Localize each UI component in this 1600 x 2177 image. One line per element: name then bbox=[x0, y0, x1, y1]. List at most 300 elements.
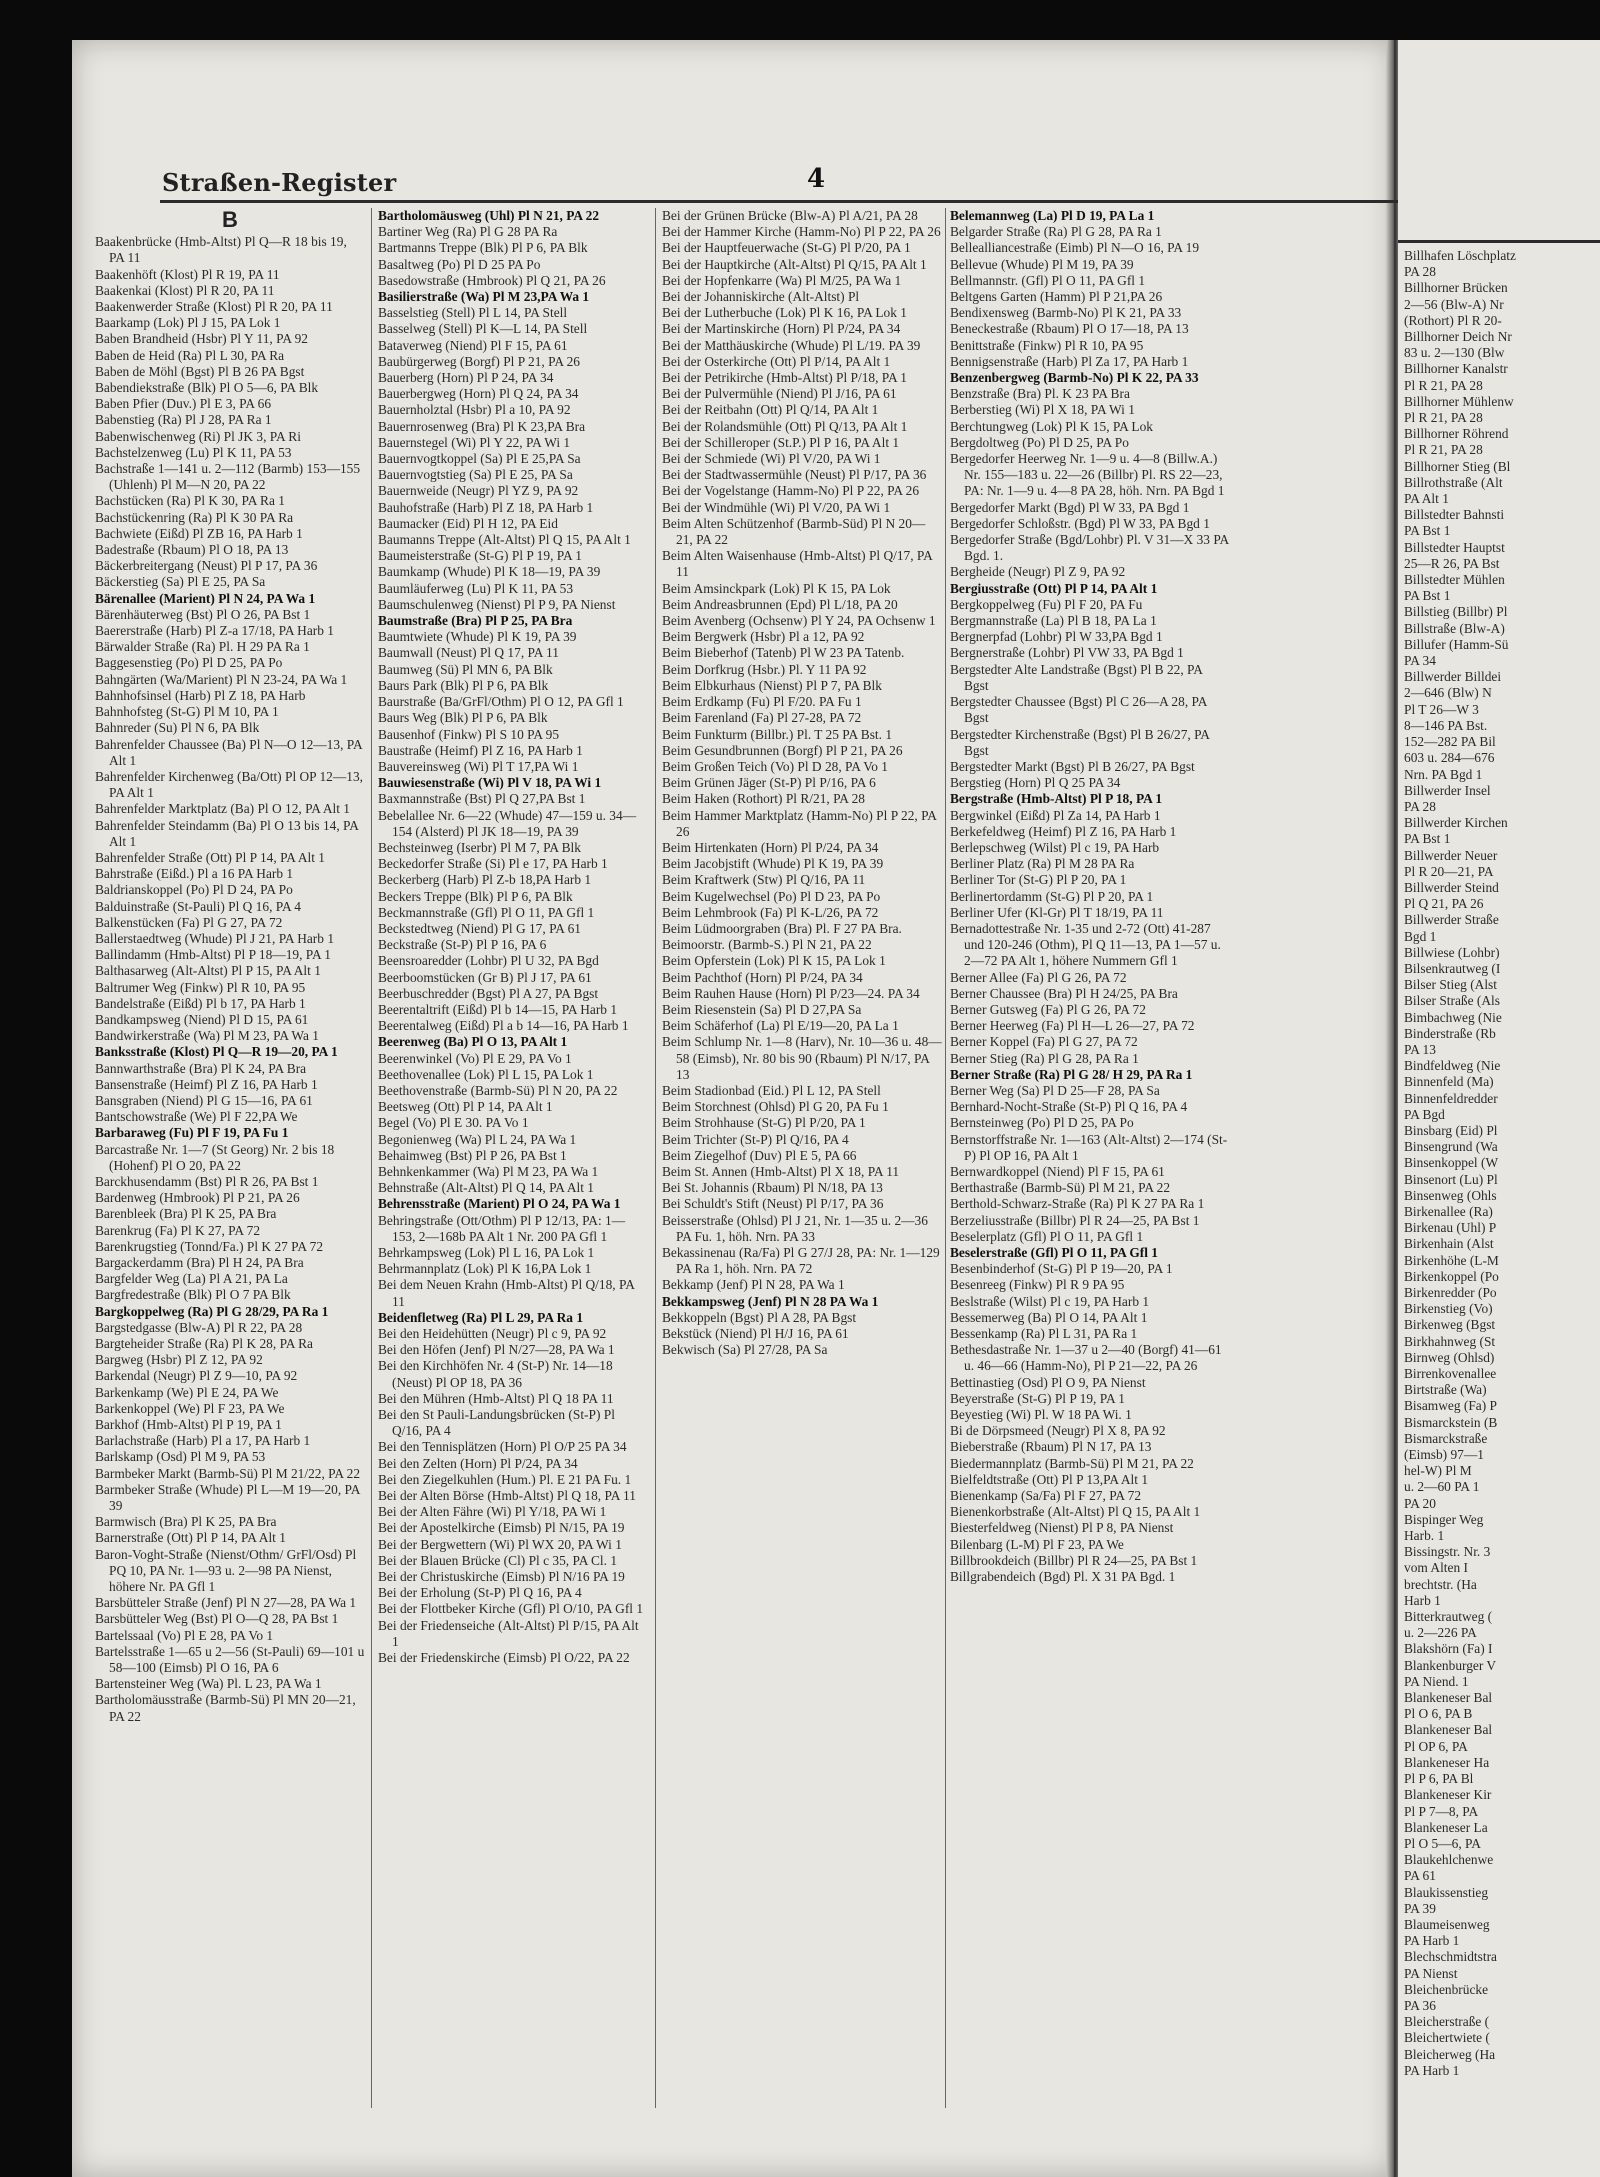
street-entry: Bei der Matthäuskirche (Whude) Pl L/19. PA 39 bbox=[662, 337, 921, 353]
street-entry: Beim Lehmbrook (Fa) Pl K-L/26, PA 72 bbox=[662, 904, 879, 920]
street-entry: Begonienweg (Wa) Pl L 24, PA Wa 1 bbox=[378, 1131, 577, 1147]
street-entry: Blaukehlchenwe bbox=[1404, 1852, 1494, 1868]
street-entry: Billwerder Billdei bbox=[1404, 669, 1502, 685]
street-entry: Beim Rauhen Hause (Horn) Pl P/23—24. PA 34 bbox=[662, 985, 920, 1001]
street-entry: Bergiusstraße (Ott) Pl P 14, PA Alt 1 bbox=[950, 580, 1158, 596]
street-entry: Baumschulenweg (Nienst) Pl P 9, PA Nienst bbox=[378, 596, 616, 612]
street-entry: Baumstraße (Bra) Pl P 25, PA Bra bbox=[378, 613, 573, 629]
street-entry: Baubürgerweg (Borgf) Pl P 21, PA 26 bbox=[378, 353, 580, 369]
street-entry: 603 u. 284—676 bbox=[1404, 750, 1495, 766]
street-entry: Bahrenfelder Straße (Ott) Pl P 14, PA Alt 1 bbox=[95, 849, 325, 865]
street-entry: Behrensstraße (Marient) Pl O 24, PA Wa 1 bbox=[378, 1196, 621, 1212]
street-entry: Bellealliancestraße (Eimb) Pl N—O 16, PA 19 bbox=[950, 240, 1200, 256]
street-entry: Blankeneser Kir bbox=[1404, 1787, 1492, 1803]
street-entry: Bekkamp (Jenf) Pl N 28, PA Wa 1 bbox=[662, 1277, 845, 1293]
street-entry: Billrothstraße (Alt bbox=[1404, 474, 1503, 490]
street-entry: Binsenweg (Ohls bbox=[1404, 1187, 1497, 1203]
street-entry: Barbaraweg (Fu) Pl F 19, PA Fu 1 bbox=[95, 1125, 289, 1141]
street-entry: Bergheide (Neugr) Pl Z 9, PA 92 bbox=[950, 564, 1126, 580]
street-entry: Bei St. Johannis (Rbaum) Pl N/18, PA 13 bbox=[662, 1180, 883, 1196]
street-entry: Bechsteinweg (Iserbr) Pl M 7, PA Blk bbox=[378, 839, 581, 855]
street-entry: Bekkoppeln (Bgst) Pl A 28, PA Bgst bbox=[662, 1309, 857, 1325]
street-entry: Beim Großen Teich (Vo) Pl D 28, PA Vo 1 bbox=[662, 758, 888, 774]
street-entry: 2—56 (Blw-A) Nr bbox=[1404, 296, 1504, 312]
street-entry: Bergdoltweg (Po) Pl D 25, PA Po bbox=[950, 434, 1129, 450]
street-entry: Bei der Erholung (St-P) Pl Q 16, PA 4 bbox=[378, 1585, 582, 1601]
street-entry: Bei der Hauptfeuerwache (St-G) Pl P/20, PA 1 bbox=[662, 240, 911, 256]
street-entry: Beim Andreasbrunnen (Epd) Pl L/18, PA 20 bbox=[662, 596, 898, 612]
street-entry: Bleichertwiete ( bbox=[1404, 2030, 1490, 2046]
street-entry: Basedowstraße (Hmbrook) Pl Q 21, PA 26 bbox=[378, 272, 606, 288]
street-entry: Bei der Hauptkirche (Alt-Altst) Pl Q/15, PA Alt 1 bbox=[662, 256, 927, 272]
street-entry: Bilsenkrautweg (I bbox=[1404, 960, 1501, 976]
street-entry: Bauvereinsweg (Wi) Pl T 17,PA Wi 1 bbox=[378, 758, 579, 774]
street-entry: PA Bst 1 bbox=[1404, 523, 1451, 539]
street-entry: Baumtwiete (Whude) Pl K 19, PA 39 bbox=[378, 629, 577, 645]
column-1 bbox=[95, 208, 365, 2108]
street-entry: Bisamweg (Fa) P bbox=[1404, 1398, 1497, 1414]
street-entry: Bei der Alten Fähre (Wi) Pl Y/18, PA Wi 1 bbox=[378, 1504, 607, 1520]
street-entry: Beselerstraße (Gfl) Pl O 11, PA Gfl 1 bbox=[950, 1245, 1159, 1260]
street-entry: Bei Schuldt's Stift (Neust) Pl P/17, PA 36 bbox=[662, 1196, 884, 1212]
street-entry: Baakenbrücke (Hmb-Altst) Pl Q—R 18 bis 19, PA 11 bbox=[95, 234, 347, 266]
street-entry: Birkhahnweg (St bbox=[1404, 1333, 1496, 1349]
street-entry: Bergedorfer Heerweg Nr. 1—9 u. 4—8 (Billw.A.) Nr. 155—183 u. 22—26 (Billbr) Pl. RS 22—23, PA: Nr. 1—9 u. 4—8 PA 28, höh. Nrn. PA Bgd 1 bbox=[950, 451, 1225, 499]
street-entry: Beim Amsinckpark (Lok) Pl K 15, PA Lok bbox=[662, 580, 891, 596]
street-entry: PA 13 bbox=[1404, 1041, 1436, 1057]
street-entry: Beim Grünen Jäger (St-P) Pl P/16, PA 6 bbox=[662, 775, 876, 791]
street-entry: Berlinertordamm (St-G) Pl P 20, PA 1 bbox=[950, 888, 1154, 904]
street-entry: Bgd 1 bbox=[1404, 928, 1437, 944]
street-entry: Bimbachweg (Nie bbox=[1404, 1009, 1502, 1025]
street-entry: Beckedorfer Straße (Si) Pl e 17, PA Harb 1 bbox=[378, 856, 608, 872]
street-entry: Bandelstraße (Eißd) Pl b 17, PA Harb 1 bbox=[95, 995, 306, 1011]
street-entry: Bekkampsweg (Jenf) Pl N 28 PA Wa 1 bbox=[662, 1293, 879, 1309]
street-entry: Baumkamp (Whude) Pl K 18—19, PA 39 bbox=[378, 564, 601, 580]
street-entry: Baben de Möhl (Bgst) Pl B 26 PA Bgst bbox=[95, 363, 305, 379]
street-entry: Berner Koppel (Fa) Pl G 27, PA 72 bbox=[950, 1034, 1138, 1050]
street-entry: Baumeisterstraße (St-G) Pl P 19, PA 1 bbox=[378, 548, 582, 564]
street-entry: Badestraße (Rbaum) Pl O 18, PA 13 bbox=[95, 542, 289, 558]
street-entry: Beim Bergwerk (Hsbr) Pl a 12, PA 92 bbox=[662, 629, 865, 645]
street-entry: Bei der Schmiede (Wi) Pl V/20, PA Wi 1 bbox=[662, 451, 881, 467]
street-entry: Bauernstegel (Wi) Pl Y 22, PA Wi 1 bbox=[378, 434, 571, 450]
street-entry: Birkenstieg (Vo) bbox=[1404, 1301, 1493, 1317]
street-entry: Barkendal (Neugr) Pl Z 9—10, PA 92 bbox=[95, 1368, 298, 1384]
street-entry: Beim Jacobjstift (Whude) Pl K 19, PA 39 bbox=[662, 856, 884, 872]
street-entry: Behaimweg (Bst) Pl P 26, PA Bst 1 bbox=[378, 1147, 567, 1163]
street-entry: Bielfeldtstraße (Ott) Pl P 13,PA Alt 1 bbox=[950, 1471, 1149, 1487]
street-entry: Beim Elbkurhaus (Nienst) Pl P 7, PA Blk bbox=[662, 677, 882, 693]
street-entry: brechtstr. (Ha bbox=[1404, 1576, 1477, 1592]
street-entry: Bei der Alten Börse (Hmb-Altst) Pl Q 18, PA 11 bbox=[378, 1488, 636, 1504]
street-entry: Bausenhof (Finkw) Pl S 10 PA 95 bbox=[378, 726, 560, 742]
street-entry: Bei den Mühren (Hmb-Altst) Pl Q 18 PA 11 bbox=[378, 1390, 614, 1406]
street-entry: Bei der Reitbahn (Ott) Pl Q/14, PA Alt 1 bbox=[662, 402, 879, 418]
street-entry: Babenwischenweg (Ri) Pl JK 3, PA Ri bbox=[95, 428, 301, 444]
street-entry: Bei den Heidehütten (Neugr) Pl c 9, PA 92 bbox=[378, 1326, 607, 1342]
street-entry: PA Bgd bbox=[1404, 1106, 1445, 1122]
street-entry: Billstedter Mühlen bbox=[1404, 572, 1505, 588]
street-entry: Bessemerweg (Ba) Pl O 14, PA Alt 1 bbox=[950, 1309, 1148, 1325]
street-entry: Bergedorfer Straße (Bgd/Lohbr) Pl. V 31—X 33 PA Bgd. 1. bbox=[950, 532, 1229, 564]
street-entry: Birkenallee (Ra) bbox=[1404, 1203, 1493, 1219]
street-entry: Bellmannstr. (Gfl) Pl O 11, PA Gfl 1 bbox=[950, 272, 1146, 288]
street-entry: Basaltweg (Po) Pl D 25 PA Po bbox=[378, 256, 541, 272]
street-entry: Beim Pachthof (Horn) Pl P/24, PA 34 bbox=[662, 969, 863, 985]
street-entry: Bismarckstraße bbox=[1404, 1430, 1488, 1446]
street-entry: Berner Stieg (Ra) Pl G 28, PA Ra 1 bbox=[950, 1050, 1139, 1066]
street-entry: Baakenwerder Straße (Klost) Pl R 20, PA 11 bbox=[95, 299, 333, 315]
street-entry: Berner Straße (Ra) Pl G 28/ H 29, PA Ra 1 bbox=[950, 1066, 1193, 1082]
street-entry: Billwerder Neuer bbox=[1404, 847, 1498, 863]
street-entry: Bahrenfelder Steindamm (Ba) Pl O 13 bis 14, PA Alt 1 bbox=[95, 817, 359, 849]
street-entry: Bei der Schilleroper (St.P.) Pl P 16, PA Alt 1 bbox=[662, 434, 900, 450]
street-entry: Binsbarg (Eid) Pl bbox=[1404, 1122, 1498, 1138]
street-entry: Berzeliusstraße (Billbr) Pl R 24—25, PA Bst 1 bbox=[950, 1212, 1200, 1228]
street-entry: Bahrstraße (Eißd.) Pl a 16 PA Harb 1 bbox=[95, 866, 294, 882]
street-entry: Baumacker (Eid) Pl H 12, PA Eid bbox=[378, 515, 558, 531]
street-entry: Bi de Dörpsmeed (Neugr) Pl X 8, PA 92 bbox=[950, 1423, 1166, 1439]
street-entry: Bienenkorbstraße (Alt-Altst) Pl Q 15, PA Alt 1 bbox=[950, 1504, 1201, 1520]
street-entry: Pl P 6, PA Bl bbox=[1404, 1771, 1474, 1787]
street-entry: Bleicherstraße ( bbox=[1404, 2014, 1490, 2030]
street-entry: Bei der Petrikirche (Hmb-Altst) Pl P/18, PA 1 bbox=[662, 370, 907, 386]
street-entry: Besenbinderhof (St-G) Pl P 19—20, PA 1 bbox=[950, 1261, 1173, 1277]
street-entry: Begel (Vo) Pl E 30. PA Vo 1 bbox=[378, 1115, 529, 1131]
street-entry: u. 2—226 PA bbox=[1404, 1625, 1477, 1641]
street-entry: Billhorner Mühlenw bbox=[1404, 393, 1514, 409]
street-entry: Bartmanns Treppe (Blk) Pl P 6, PA Blk bbox=[378, 240, 588, 256]
street-entry: Billgrabendeich (Bgd) Pl. X 31 PA Bgd. 1 bbox=[950, 1569, 1176, 1585]
street-entry: Bleicherweg (Ha bbox=[1404, 2046, 1496, 2062]
street-entry: Bergnerstraße (Lohbr) Pl VW 33, PA Bgd 1 bbox=[950, 645, 1184, 661]
street-entry: Billhorner Brücken bbox=[1404, 280, 1508, 296]
street-entry: Nrn. PA Bgd 1 bbox=[1404, 766, 1483, 782]
street-entry: Bennigsenstraße (Harb) Pl Za 17, PA Harb 1 bbox=[950, 353, 1189, 369]
street-entry: 8—146 PA Bst. bbox=[1404, 717, 1488, 733]
street-entry: Beyestieg (Wi) Pl. W 18 PA Wi. 1 bbox=[950, 1407, 1132, 1423]
street-entry: Beim Farenland (Fa) Pl 27-28, PA 72 bbox=[662, 710, 862, 726]
street-entry: Beim Alten Waisenhause (Hmb-Altst) Pl Q/17, PA 11 bbox=[662, 548, 933, 580]
street-entry: Beckstedtweg (Niend) Pl G 17, PA 61 bbox=[378, 920, 581, 936]
street-entry: Bartelsstraße 1—65 u 2—56 (St-Pauli) 69—101 u 58—100 (Eimsb) Pl O 16, PA 6 bbox=[95, 1643, 365, 1676]
street-entry: Binsenkoppel (W bbox=[1404, 1155, 1499, 1171]
street-entry: Bei den Höfen (Jenf) Pl N/27—28, PA Wa 1 bbox=[378, 1342, 615, 1358]
street-entry: Bachstückenring (Ra) Pl K 30 PA Ra bbox=[95, 509, 294, 525]
street-entry: Barnerstraße (Ott) Pl P 14, PA Alt 1 bbox=[95, 1530, 286, 1546]
street-entry: Berner Heerweg (Fa) Pl H—L 26—27, PA 72 bbox=[950, 1018, 1195, 1034]
street-entry: Bekassinenau (Ra/Fa) Pl G 27/J 28, PA: Nr. 1—129 PA Ra 1, höh. Nrn. PA 72 bbox=[662, 1245, 940, 1277]
column-divider bbox=[945, 208, 946, 2108]
street-entry: Beerenweg (Ba) Pl O 13, PA Alt 1 bbox=[378, 1034, 568, 1050]
street-entry: Beim Funkturm (Billbr.) Pl. T 25 PA Bst. 1 bbox=[662, 726, 893, 742]
street-entry: Bartensteiner Weg (Wa) Pl. L 23, PA Wa 1 bbox=[95, 1676, 322, 1692]
street-entry: (Eimsb) 97—1 bbox=[1404, 1447, 1484, 1463]
street-entry: Bauernweide (Neugr) Pl YZ 9, PA 92 bbox=[378, 483, 579, 499]
street-entry: Berberstieg (Wi) Pl X 18, PA Wi 1 bbox=[950, 402, 1135, 418]
street-entry: Beim St. Annen (Hmb-Altst) Pl X 18, PA 11 bbox=[662, 1163, 900, 1179]
street-entry: Bäckerstieg (Sa) Pl E 25, PA Sa bbox=[95, 574, 266, 590]
street-entry: Billbrookdeich (Billbr) Pl R 24—25, PA Bst 1 bbox=[950, 1552, 1198, 1568]
street-entry: Baltrumer Weg (Finkw) Pl R 10, PA 95 bbox=[95, 979, 306, 995]
street-entry: Behrmannplatz (Lok) Pl K 16,PA Lok 1 bbox=[378, 1261, 592, 1277]
street-entry: Birkenhain (Alst bbox=[1404, 1236, 1494, 1252]
street-entry: Bergnerpfad (Lohbr) Pl W 33,PA Bgd 1 bbox=[950, 629, 1163, 645]
street-entry: Bandwirkerstraße (Wa) Pl M 23, PA Wa 1 bbox=[95, 1028, 319, 1044]
street-entry: Bissingstr. Nr. 3 bbox=[1404, 1544, 1491, 1560]
street-entry: Bilser Stieg (Alst bbox=[1404, 977, 1497, 993]
street-entry: Bethesdastraße Nr. 1—37 u 2—40 (Borgf) 41—61 u. 46—66 (Hamm-No), Pl P 21—22, PA 26 bbox=[950, 1342, 1222, 1374]
street-entry: Bettinastieg (Osd) Pl O 9, PA Nienst bbox=[950, 1374, 1146, 1390]
street-entry: Beim Hirtenkaten (Horn) Pl P/24, PA 34 bbox=[662, 839, 879, 855]
street-entry: Berlepschweg (Wilst) Pl c 19, PA Harb bbox=[950, 839, 1160, 855]
street-entry: Billufer (Hamm-Sü bbox=[1404, 636, 1509, 652]
street-entry: Billhorner Kanalstr bbox=[1404, 361, 1508, 377]
street-entry: Bergstedter Chaussee (Bgst) Pl C 26—A 28, PA Bgst bbox=[950, 694, 1207, 726]
street-entry: Bargteheider Straße (Ra) Pl K 28, PA Ra bbox=[95, 1336, 313, 1352]
street-entry: PA Bst 1 bbox=[1404, 588, 1451, 604]
street-entry: Berner Gutsweg (Fa) Pl G 26, PA 72 bbox=[950, 1001, 1146, 1017]
column-5 bbox=[1404, 248, 1600, 2148]
street-entry: Blankeneser La bbox=[1404, 1819, 1488, 1835]
street-entry: Bei der Flottbeker Kirche (Gfl) Pl O/10, PA Gfl 1 bbox=[378, 1601, 644, 1617]
street-entry: Barenkrug (Fa) Pl K 27, PA 72 bbox=[95, 1222, 261, 1238]
street-entry: Beltgens Garten (Hamm) Pl P 21,PA 26 bbox=[950, 289, 1163, 305]
street-entry: Bansenstraße (Heimf) Pl Z 16, PA Harb 1 bbox=[95, 1076, 318, 1092]
street-entry: Harb 1 bbox=[1404, 1592, 1441, 1608]
street-entry: PA Nienst bbox=[1404, 1965, 1458, 1981]
street-entry: Pl P 7—8, PA bbox=[1404, 1803, 1479, 1819]
street-entry: Beim Schäferhof (La) Pl E/19—20, PA La 1 bbox=[662, 1018, 899, 1034]
street-entry: Berner Weg (Sa) Pl D 25—F 28, PA Sa bbox=[950, 1082, 1160, 1098]
street-entry: Birrenkovenallee bbox=[1404, 1366, 1497, 1382]
street-entry: Bahnreder (Su) Pl N 6, PA Blk bbox=[95, 720, 260, 736]
street-entry: Baben Brandheid (Hsbr) Pl Y 11, PA 92 bbox=[95, 331, 308, 347]
street-entry: Beim Bieberhof (Tatenb) Pl W 23 PA Tatenb. bbox=[662, 645, 905, 661]
street-entry: Billstieg (Billbr) Pl bbox=[1404, 604, 1508, 620]
street-entry: Bei der Lutherbuche (Lok) Pl K 16, PA Lok 1 bbox=[662, 305, 907, 321]
street-entry: Beerentalweg (Eißd) Pl a b 14—16, PA Harb 1 bbox=[378, 1018, 629, 1034]
street-entry: PA 61 bbox=[1404, 1868, 1436, 1884]
street-entry: Bärenallee (Marient) Pl N 24, PA Wa 1 bbox=[95, 590, 316, 606]
street-entry: Basilierstraße (Wa) Pl M 23,PA Wa 1 bbox=[378, 289, 590, 305]
street-entry: Basselstieg (Stell) Pl L 14, PA Stell bbox=[378, 305, 568, 321]
street-entry: Bei der Hammer Kirche (Hamm-No) Pl P 22, PA 26 bbox=[662, 224, 941, 240]
street-entry: Bansgraben (Niend) Pl G 15—16, PA 61 bbox=[95, 1092, 313, 1108]
street-entry: Blechschmidtstra bbox=[1404, 1949, 1497, 1965]
street-entry: Ballindamm (Hmb-Altst) Pl P 18—19, PA 1 bbox=[95, 947, 331, 963]
street-entry: Barenbleek (Bra) Pl K 25, PA Bra bbox=[95, 1206, 277, 1222]
street-entry: Bei der Blauen Brücke (Cl) Pl c 35, PA Cl. 1 bbox=[378, 1552, 618, 1568]
street-entry: hel-W) Pl M bbox=[1404, 1463, 1472, 1479]
street-entry: PA 34 bbox=[1404, 653, 1436, 669]
street-entry: Baustraße (Heimf) Pl Z 16, PA Harb 1 bbox=[378, 742, 583, 758]
street-entry: Bei der Johanniskirche (Alt-Altst) Pl bbox=[662, 289, 860, 305]
street-entry: Banksstraße (Klost) Pl Q—R 19—20, PA 1 bbox=[95, 1044, 338, 1060]
street-entry: Bardenweg (Hmbrook) Pl P 21, PA 26 bbox=[95, 1190, 300, 1206]
street-entry: Berchtungweg (Lok) Pl K 15, PA Lok bbox=[950, 418, 1153, 434]
street-entry: Bei der Osterkirche (Ott) Pl P/14, PA Alt 1 bbox=[662, 353, 891, 369]
street-entry: PA 28 bbox=[1404, 798, 1436, 814]
street-entry: PA Harb 1 bbox=[1404, 1933, 1460, 1949]
street-entry: Bergwinkel (Eißd) Pl Za 14, PA Harb 1 bbox=[950, 807, 1161, 823]
street-entry: Bleichenbrücke bbox=[1404, 1981, 1489, 1997]
street-entry: Pl R 21, PA 28 bbox=[1404, 442, 1483, 458]
street-entry: Beensroaredder (Lohbr) Pl U 32, PA Bgd bbox=[378, 953, 599, 969]
street-entry: Blaukissenstieg bbox=[1404, 1884, 1489, 1900]
street-entry: Barsbütteler Straße (Jenf) Pl N 27—28, PA Wa 1 bbox=[95, 1595, 357, 1611]
street-entry: Behnkenkammer (Wa) Pl M 23, PA Wa 1 bbox=[378, 1163, 599, 1179]
street-entry: Beim Haken (Rothort) Pl R/21, PA 28 bbox=[662, 791, 865, 807]
street-entry: Bei der Vogelstange (Hamm-No) Pl P 22, PA 26 bbox=[662, 483, 920, 499]
street-entry: Bergkoppelweg (Fu) Pl F 20, PA Fu bbox=[950, 596, 1143, 612]
street-entry: Bei den St Pauli-Landungsbrücken (St-P) Pl Q/16, PA 4 bbox=[378, 1407, 615, 1439]
street-entry: Bessenkamp (Ra) Pl L 31, PA Ra 1 bbox=[950, 1326, 1138, 1342]
street-entry: Birtstraße (Wa) bbox=[1404, 1382, 1487, 1398]
street-entry: PA 28 bbox=[1404, 264, 1436, 280]
street-entry: Billwerder Insel bbox=[1404, 782, 1491, 798]
street-entry: Babenstieg (Ra) Pl J 28, PA Ra 1 bbox=[95, 412, 272, 428]
street-entry: Beerbuschredder (Bgst) Pl A 27, PA Bgst bbox=[378, 985, 599, 1001]
street-entry: Bekstück (Niend) Pl H/J 16, PA 61 bbox=[662, 1326, 849, 1342]
street-entry: Baarkamp (Lok) Pl J 15, PA Lok 1 bbox=[95, 315, 281, 331]
street-entry: Benittstraße (Finkw) Pl R 10, PA 95 bbox=[950, 337, 1144, 353]
street-entry: Barckhusendamm (Bst) Pl R 26, PA Bst 1 bbox=[95, 1173, 319, 1189]
street-entry: Blankeneser Bal bbox=[1404, 1690, 1493, 1706]
street-entry: Bahngärten (Wa/Marient) Pl N 23-24, PA Wa 1 bbox=[95, 671, 348, 687]
street-entry: vom Alten I bbox=[1404, 1560, 1468, 1576]
street-entry: (Rothort) Pl R 20- bbox=[1404, 312, 1502, 328]
street-entry: Beim Lüdmoorgraben (Bra) Pl. F 27 PA Bra. bbox=[662, 920, 902, 936]
street-entry: Baererstraße (Harb) Pl Z-a 17/18, PA Harb 1 bbox=[95, 623, 334, 639]
street-entry: Beim Riesenstein (Sa) Pl D 27,PA Sa bbox=[662, 1001, 862, 1017]
street-entry: Beerenwinkel (Vo) Pl E 29, PA Vo 1 bbox=[378, 1050, 572, 1066]
street-entry: Beim Hammer Marktplatz (Hamm-No) Pl P 22, PA 26 bbox=[662, 807, 937, 839]
street-entry: Birkenhöhe (L-M bbox=[1404, 1252, 1499, 1268]
street-entry: Blankeneser Bal bbox=[1404, 1722, 1493, 1738]
street-entry: Bispinger Weg bbox=[1404, 1511, 1484, 1527]
street-entry: Pl O 5—6, PA bbox=[1404, 1835, 1481, 1851]
street-entry: Barsbütteler Weg (Bst) Pl O—Q 28, PA Bst 1 bbox=[95, 1611, 339, 1627]
street-entry: Berliner Ufer (Kl-Gr) Pl T 18/19, PA 11 bbox=[950, 904, 1164, 920]
street-entry: Birkenau (Uhl) P bbox=[1404, 1220, 1497, 1236]
street-entry: Beim Schlump Nr. 1—8 (Harv), Nr. 10—36 u. 48—58 (Eimsb), Nr. 80 bis 90 (Rbaum) Pl N/17, PA 13 bbox=[662, 1034, 942, 1082]
street-entry: PA 20 bbox=[1404, 1495, 1436, 1511]
street-entry: Bergstedter Alte Landstraße (Bgst) Pl B 22, PA Bgst bbox=[950, 661, 1203, 693]
street-entry: 152—282 PA Bil bbox=[1404, 734, 1496, 750]
street-entry: Bernsteinweg (Po) Pl D 25, PA Po bbox=[950, 1115, 1134, 1131]
street-entry: Beckers Treppe (Blk) Pl P 6, PA Blk bbox=[378, 888, 573, 904]
street-entry: Balkenstücken (Fa) Pl G 27, PA 72 bbox=[95, 914, 283, 930]
street-entry: Beslstraße (Wilst) Pl c 19, PA Harb 1 bbox=[950, 1293, 1150, 1309]
street-entry: Bahnhofsteg (St-G) Pl M 10, PA 1 bbox=[95, 704, 279, 720]
street-entry: Bienenkamp (Sa/Fa) Pl F 27, PA 72 bbox=[950, 1488, 1142, 1504]
street-entry: Bernstorffstraße Nr. 1—163 (Alt-Altst) 2—174 (St-P) Pl OP 16, PA Alt 1 bbox=[950, 1131, 1228, 1163]
street-entry: Bellevue (Whude) Pl M 19, PA 39 bbox=[950, 256, 1134, 272]
street-entry: Barcastraße Nr. 1—7 (St Georg) Nr. 2 bis 18 (Hohenf) Pl O 20, PA 22 bbox=[95, 1141, 335, 1173]
street-entry: Bachwiete (Eißd) Pl ZB 16, PA Harb 1 bbox=[95, 525, 303, 541]
street-entry: 2—646 (Blw) N bbox=[1404, 685, 1492, 701]
street-entry: Billhorner Röhrend bbox=[1404, 426, 1509, 442]
street-entry: Benzstraße (Bra) Pl. K 23 PA Bra bbox=[950, 386, 1130, 402]
street-entry: Baben Pfier (Duv.) Pl E 3, PA 66 bbox=[95, 396, 272, 412]
street-entry: Bandkampsweg (Niend) Pl D 15, PA 61 bbox=[95, 1011, 309, 1027]
street-entry: Beim Alten Schützenhof (Barmb-Süd) Pl N 20—21, PA 22 bbox=[662, 515, 926, 548]
street-entry: PA Harb 1 bbox=[1404, 2062, 1460, 2078]
street-entry: Beisserstraße (Ohlsd) Pl J 21, Nr. 1—35 u. 2—36 PA Fu. 1, höh. Nrn. PA 33 bbox=[662, 1212, 928, 1244]
street-entry: Billstedter Bahnsti bbox=[1404, 507, 1505, 523]
street-entry: Bargkoppelweg (Ra) Pl G 28/29, PA Ra 1 bbox=[95, 1303, 329, 1319]
street-entry: Bergstedter Kirchenstraße (Bgst) Pl B 26/27, PA Bgst bbox=[950, 726, 1210, 758]
street-entry: Bartelssaal (Vo) Pl E 28, PA Vo 1 bbox=[95, 1627, 274, 1643]
street-entry: Bei den Zelten (Horn) Pl P/24, PA 34 bbox=[378, 1455, 578, 1471]
column-divider bbox=[655, 208, 656, 2108]
street-entry: Behringstraße (Ott/Othm) Pl P 12/13, PA: 1—153, 2—168b PA Alt 1 Nr. 200 PA Gfl 1 bbox=[378, 1212, 626, 1244]
street-entry: Beim Ziegelhof (Duv) Pl E 5, PA 66 bbox=[662, 1147, 857, 1163]
street-entry: Barlachstraße (Harb) Pl a 17, PA Harb 1 bbox=[95, 1433, 311, 1449]
street-entry: Baron-Voght-Straße (Nienst/Othm/ GrFl/Osd) Pl PQ 10, PA Nr. 1—93 u. 2—98 PA Nienst, höhere Nr. PA Gfl 1 bbox=[95, 1546, 357, 1595]
street-entry: Berthastraße (Barmb-Sü) Pl M 21, PA 22 bbox=[950, 1180, 1171, 1196]
street-entry: Bataverweg (Niend) Pl F 15, PA 61 bbox=[378, 337, 568, 353]
street-entry: Bei der Friedenskirche (Eimsb) Pl O/22, PA 22 bbox=[378, 1650, 630, 1666]
street-entry: Bergmannstraße (La) Pl B 18, PA La 1 bbox=[950, 613, 1157, 629]
street-entry: Billstraße (Blw-A) bbox=[1404, 620, 1505, 636]
street-entry: Pl R 21, PA 28 bbox=[1404, 410, 1483, 426]
street-entry: Binnenfeld (Ma) bbox=[1404, 1074, 1494, 1090]
street-entry: Berliner Tor (St-G) Pl P 20, PA 1 bbox=[950, 872, 1127, 888]
street-entry: Bei der Grünen Brücke (Blw-A) Pl A/21, PA 28 bbox=[662, 208, 918, 223]
street-entry: Beim Erdkamp (Fu) Pl F/20. PA Fu 1 bbox=[662, 694, 862, 710]
street-entry: Bei den Ziegelkuhlen (Hum.) Pl. E 21 PA Fu. 1 bbox=[378, 1471, 632, 1487]
street-entry: Basselweg (Stell) Pl K—L 14, PA Stell bbox=[378, 321, 588, 337]
street-entry: Barkenkoppel (We) Pl F 23, PA We bbox=[95, 1400, 285, 1416]
street-entry: Balthasarweg (Alt-Altst) Pl P 15, PA Alt 1 bbox=[95, 963, 321, 979]
street-entry: Blankeneser Ha bbox=[1404, 1754, 1490, 1770]
street-entry: Bergedorfer Schloßstr. (Bgd) Pl W 33, PA Bgd 1 bbox=[950, 515, 1210, 531]
street-entry: Bauerbergweg (Horn) Pl Q 24, PA 34 bbox=[378, 386, 579, 402]
street-entry: Bauernvogtkoppel (Sa) Pl E 25,PA Sa bbox=[378, 451, 581, 467]
street-entry: Binsenort (Lu) Pl bbox=[1404, 1171, 1498, 1187]
street-entry: Baumläuferweg (Lu) Pl K 11, PA 53 bbox=[378, 580, 574, 596]
street-entry: Baumweg (Sü) Pl MN 6, PA Blk bbox=[378, 661, 553, 677]
street-entry: Bei der Pulvermühle (Niend) Pl J/16, PA 61 bbox=[662, 386, 897, 402]
street-entry: Bahnhofsinsel (Harb) Pl Z 18, PA Harb bbox=[95, 687, 306, 703]
page-number: 4 bbox=[807, 164, 826, 194]
street-entry: Beethovenstraße (Barmb-Sü) Pl N 20, PA 22 bbox=[378, 1082, 618, 1098]
street-entry: Bärenhäuterweg (Bst) Pl O 26, PA Bst 1 bbox=[95, 606, 311, 622]
street-entry: Berliner Platz (Ra) Pl M 28 PA Ra bbox=[950, 856, 1135, 872]
street-entry: Bargfelder Weg (La) Pl A 21, PA La bbox=[95, 1271, 288, 1287]
street-entry: 25—R 26, PA Bst bbox=[1404, 555, 1500, 571]
street-entry: Bendixensweg (Barmb-No) Pl K 21, PA 33 bbox=[950, 305, 1182, 321]
street-entry: Bauernholztal (Hsbr) Pl a 10, PA 92 bbox=[378, 402, 571, 418]
street-entry: Blankenburger V bbox=[1404, 1657, 1497, 1673]
column-3 bbox=[662, 208, 942, 2108]
street-entry: Baurs Park (Blk) Pl P 6, PA Blk bbox=[378, 677, 549, 693]
street-entry: Baakenkai (Klost) Pl R 20, PA 11 bbox=[95, 282, 275, 298]
street-entry: Bei dem Neuen Krahn (Hmb-Altst) Pl Q/18, PA 11 bbox=[378, 1277, 635, 1309]
section-letter: B bbox=[222, 208, 238, 232]
street-entry: Bauerberg (Horn) Pl P 24, PA 34 bbox=[378, 370, 554, 386]
street-entry: Bachstücken (Ra) Pl K 30, PA Ra 1 bbox=[95, 493, 285, 509]
register-title: Straßen-Register bbox=[162, 168, 397, 197]
street-entry: Beim Kraftwerk (Stw) Pl Q/16, PA 11 bbox=[662, 872, 866, 888]
street-entry: Bäckerbreitergang (Neust) Pl P 17, PA 36 bbox=[95, 558, 318, 574]
street-entry: u. 2—60 PA 1 bbox=[1404, 1479, 1480, 1495]
column-2 bbox=[378, 208, 648, 2108]
street-entry: Beselerplatz (Gfl) Pl O 11, PA Gfl 1 bbox=[950, 1228, 1144, 1244]
